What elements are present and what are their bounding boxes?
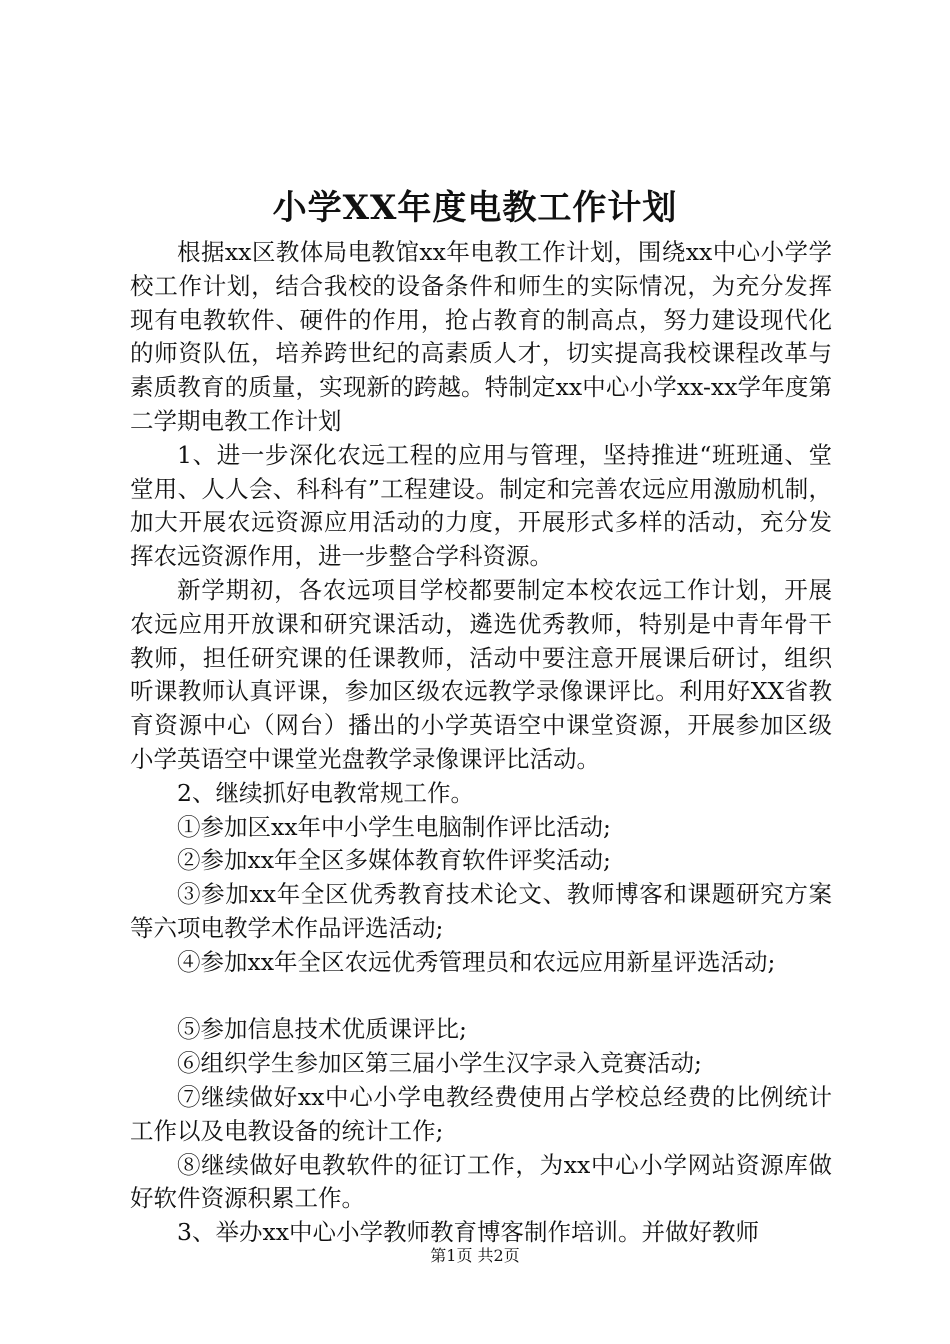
list-item-1: ①参加区xx年中小学生电脑制作评比活动; [177,812,611,841]
document-body [130,236,832,1250]
page-footer: 第1页 共2页 [430,1246,520,1265]
list-item-7: ⑦继续做好xx中心小学电教经费使用占学校总经费的比例统计工作以及电教设备的统计工作; [130,1082,832,1145]
paragraph-new-semester: 新学期初，各农远项目学校都要制定本校农远工作计划，开展农远应用开放课和研究课活动，遴选优秀教师，特别是中青年骨干教师，担任研究课的任课教师，活动中要注意开展课后研讨，组织听课教师认真评课，参加区级农远教学录像课评比。利用好XX省教育资源中心（网台）播出的小学英语空中课堂资源，开展参加区级小学英语空中课堂光盘教学录像课评比活动。 [130,575,832,773]
paragraph-item-2: 2、继续抓好电教常规工作。 [177,778,474,807]
document-title: 小学XX年度电教工作计划 [272,188,678,228]
list-item-5: ⑤参加信息技术优质课评比; [177,1015,467,1044]
list-item-8: ⑧继续做好电教软件的征订工作，为xx中心小学网站资源库做好软件资源积累工作。 [130,1150,832,1213]
paragraph-intro: 根据xx区教体局电教馆xx年电教工作计划，围绕xx中心小学学校工作计划，结合我校的设备条件和师生的实际情况，为充分发挥现有电教软件、硬件的作用，抢占教育的制高点，努力建设现代化的师资队伍，培养跨世纪的高素质人才，切实提高我校课程改革与素质教育的质量，实现新的跨越。特制定xx中心小学xx-xx学年度第二学期电教工作计划 [130,238,832,435]
paragraph-item-1: 1、进一步深化农远工程的应用与管理，坚持推进“班班通、堂堂用、人人会、科科有”工程建设。制定和完善农远应用激励机制，加大开展农远资源应用活动的力度，开展形式多样的活动，充分发挥农远资源作用，进一步整合学科资源。 [130,440,832,571]
blank-line [130,980,832,1014]
list-item-3: ③参加xx年全区优秀教育技术论文、教师博客和课题研究方案等六项电教学术作品评选活动; [130,880,832,942]
list-item-4: ④参加xx年全区农远优秀管理员和农远应用新星评选活动; [177,947,776,976]
list-item-6: ⑥组织学生参加区第三届小学生汉字录入竞赛活动; [177,1049,702,1078]
list-item-2: ②参加xx年全区多媒体教育软件评奖活动; [177,846,611,875]
paragraph-item-3: 3、举办xx中心小学教师教育博客制作培训。并做好教师 [177,1218,759,1247]
